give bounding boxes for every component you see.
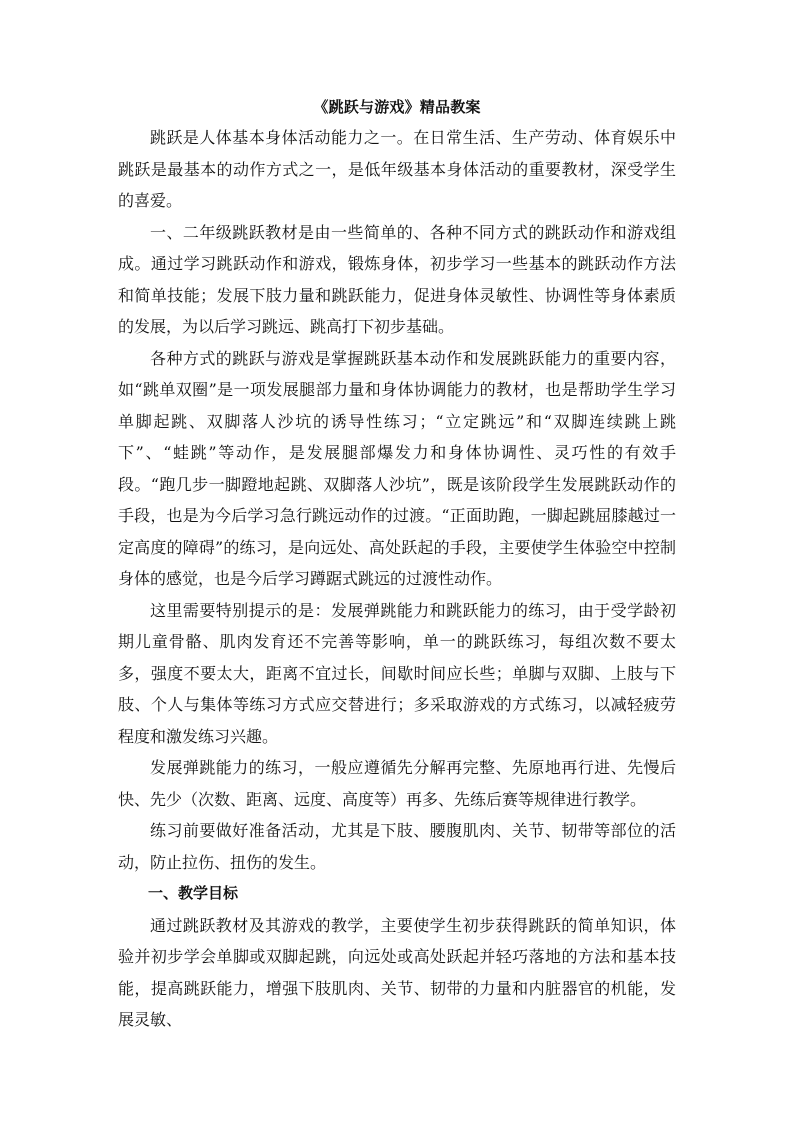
- document-page: [118, 96, 676, 1036]
- paragraph-principles: 发展弹跳能力的练习，一般应遵循先分解再完整、先原地再行进、先慢后快、先少（次数、距离、远度、高度等）再多、先练后赛等规律进行教学。: [118, 758, 676, 809]
- paragraph-notice: 这里需要特别提示的是：发展弹跳能力和跳跃能力的练习，由于受学龄初期儿童骨骼、肌肉发育还不完善等影响，单一的跳跃练习，每组次数不要太多，强度不要太大，距离不宜过长，间歇时间应长些；单脚与双脚、上肢与下肢、个人与集体等练习方式应交替进行；多采取游戏的方式练习，以减轻疲劳程度和激发练习兴趣。: [118, 600, 676, 746]
- document-title: 《跳跃与游戏》精品教案: [313, 98, 481, 116]
- paragraph-methods: 各种方式的跳跃与游戏是掌握跳跃基本动作和发展跳跃能力的重要内容，如“跳单双圈”是一项发展腿部力量和身体协调能力的教材，也是帮助学生学习单脚起跳、双脚落人沙坑的诱导性练习；“立定跳远”和“双脚连续跳上跳下”、“蛙跳”等动作，是发展腿部爆发力和身体协调性、灵巧性的有效手段。“跑几步一脚蹬地起跳、双脚落人沙坑”，既是该阶段学生发展跳跃动作的手段，也是为今后学习急行跳远动作的过渡。“正面助跑，一脚起跳屈膝越过一定高度的障碍”的练习，是向远处、高处跃起的手段，主要使学生体验空中控制身体的感觉，也是今后学习蹲踞式跳远的过渡性动作。: [118, 348, 676, 588]
- paragraph-warmup: 练习前要做好准备活动，尤其是下肢、腰腹肌肉、关节、韧带等部位的活动，防止拉伤、扭伤的发生。: [118, 821, 676, 872]
- paragraph-materials: 一、二年级跳跃教材是由一些简单的、各种不同方式的跳跃动作和游戏组成。通过学习跳跃动作和游戏，锻炼身体，初步学习一些基本的跳跃动作方法和简单技能；发展下肢力量和跳跃能力，促进身体灵敏性、协调性等身体素质的发展，为以后学习跳远、跳高打下初步基础。: [118, 222, 676, 336]
- paragraph-teaching-goals: 通过跳跃教材及其游戏的教学，主要使学生初步获得跳跃的简单知识，体验并初步学会单脚或双脚起跳，向远处或高处跃起并轻巧落地的方法和基本技能，提高跳跃能力，增强下肢肌肉、关节、韧带的力量和内脏器官的机能，发展灵敏、: [118, 915, 676, 1029]
- paragraph-intro: 跳跃是人体基本身体活动能力之一。在日常生活、生产劳动、体育娱乐中跳跃是最基本的动作方式之一，是低年级基本身体活动的重要教材，深受学生的喜爱。: [118, 128, 676, 210]
- section-heading-teaching-goals: 一、教学目标: [148, 884, 239, 902]
